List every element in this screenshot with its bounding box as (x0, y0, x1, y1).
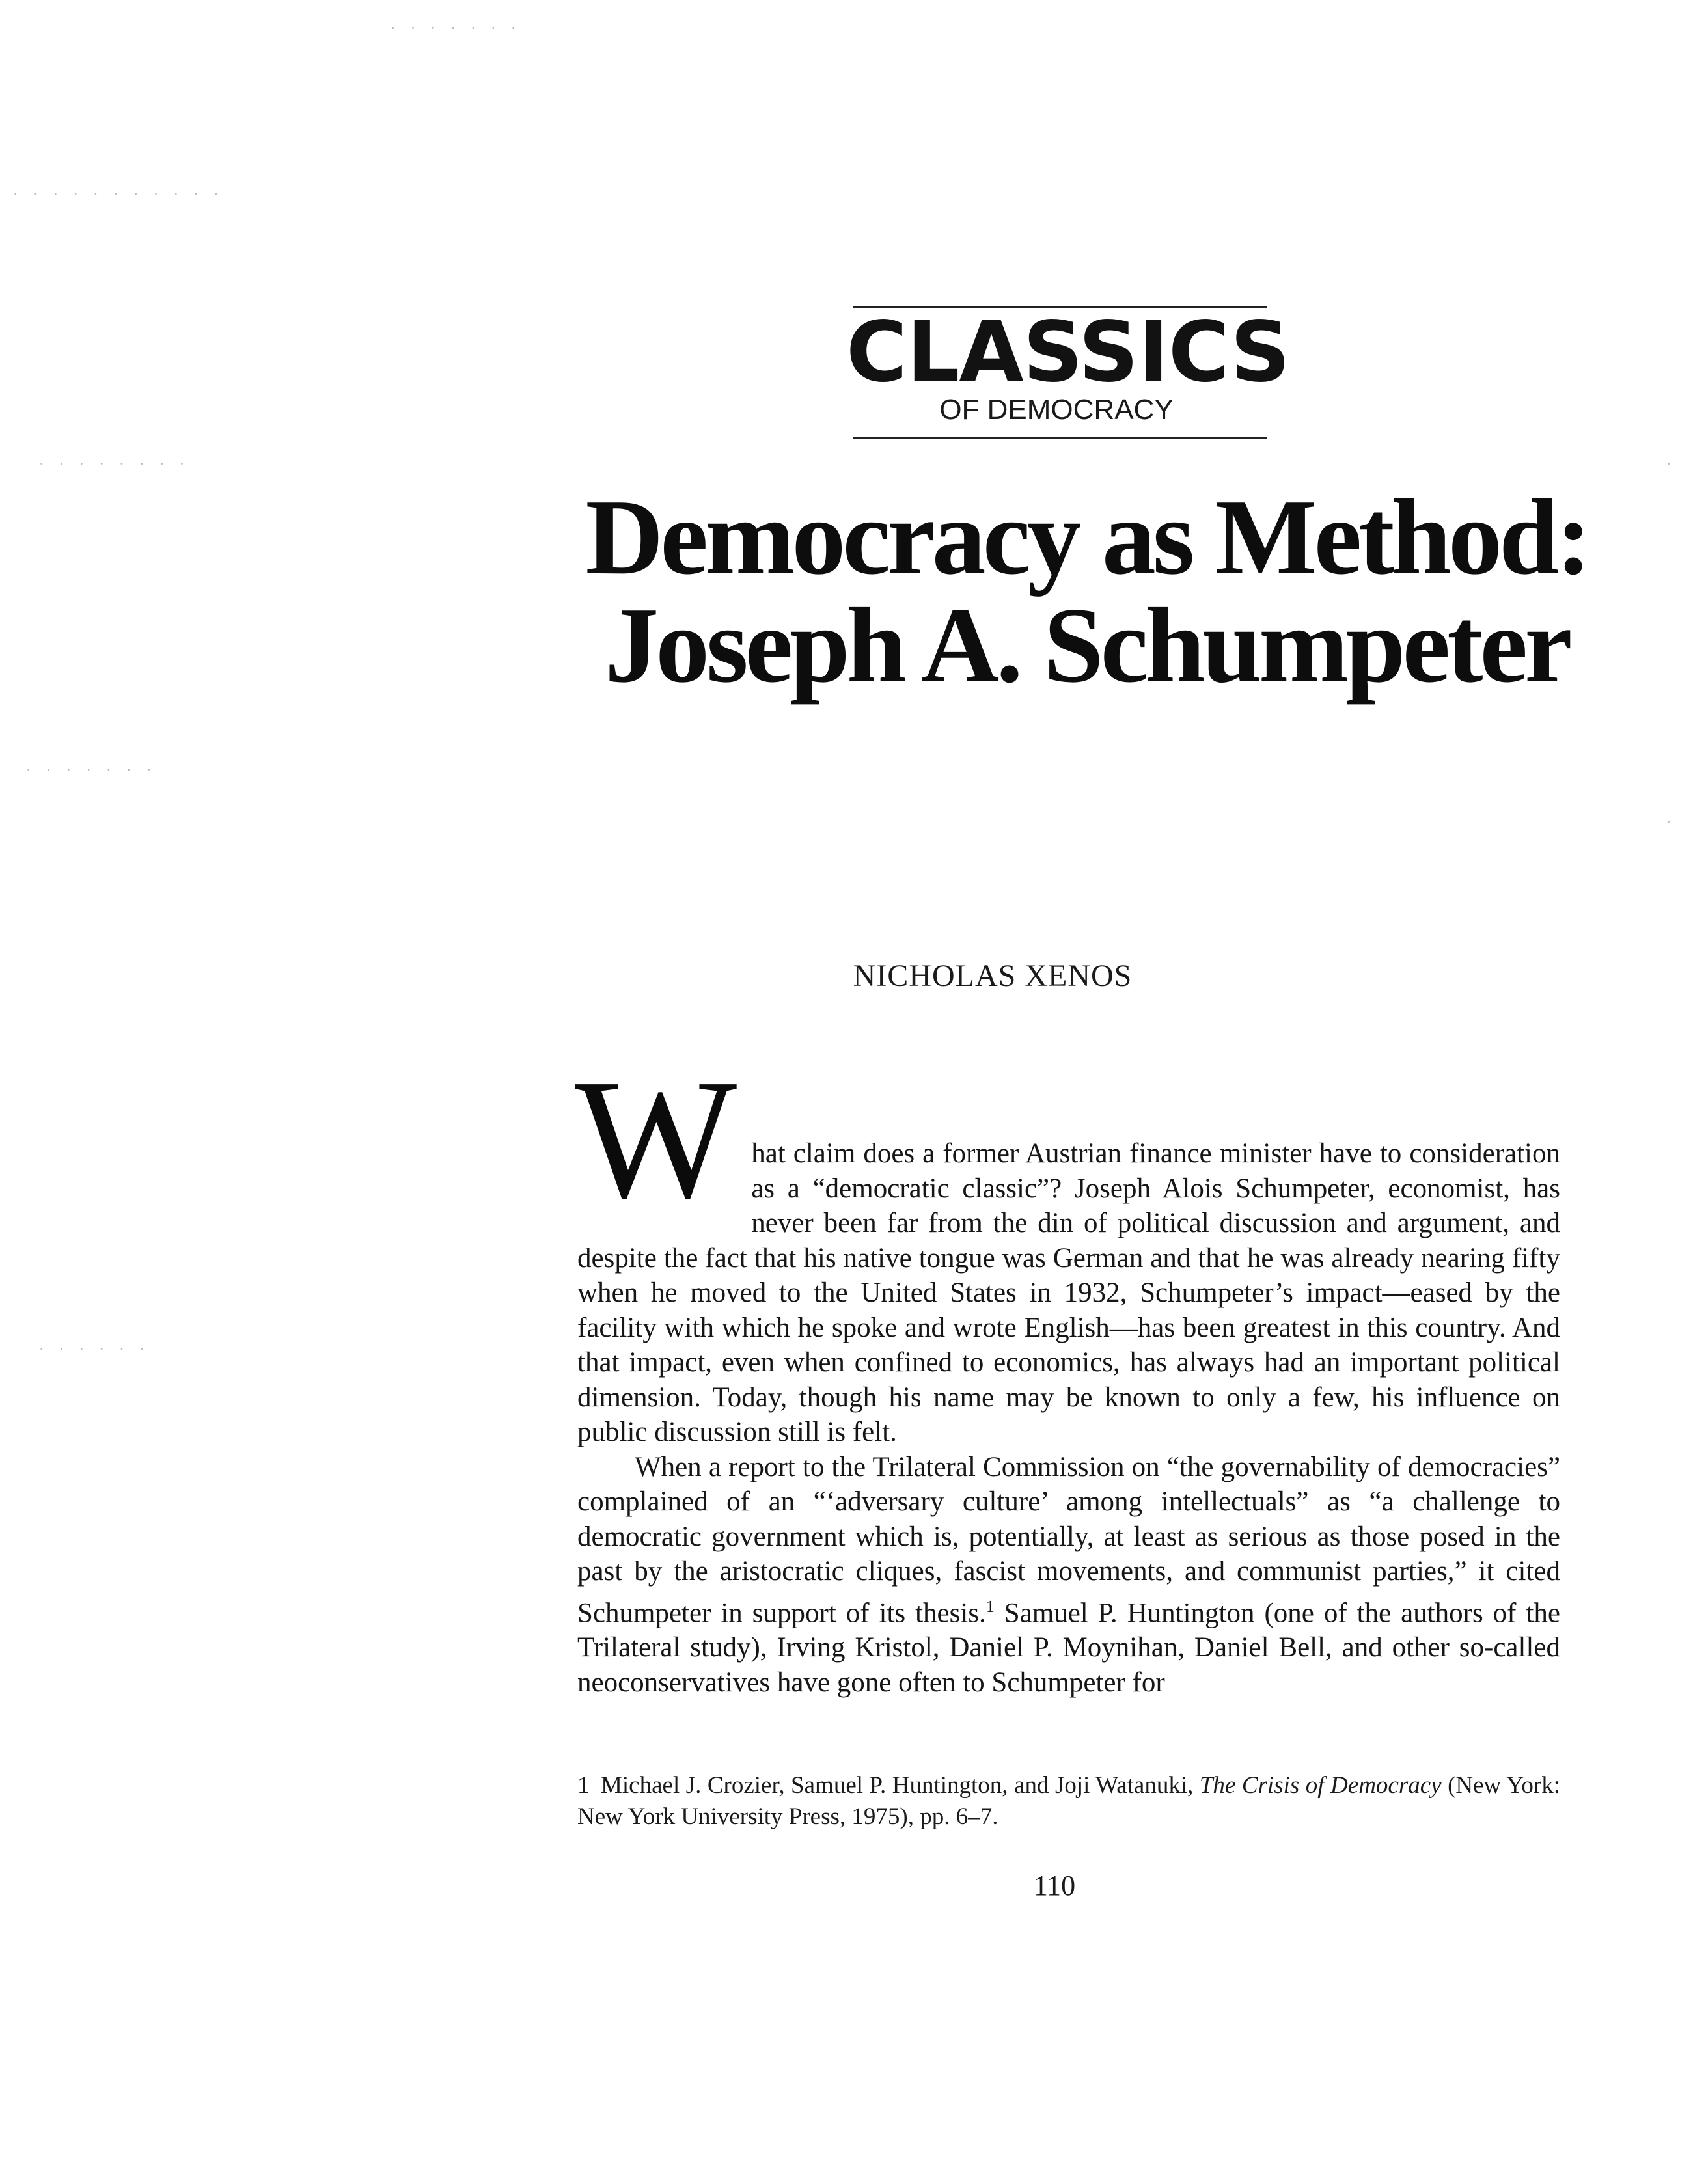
article-body (575, 1044, 1560, 1700)
page-number: 110 (1033, 1870, 1076, 1902)
footnote-publication: (New York: New York University Press, 1975), pp. 6–7. (577, 1772, 1560, 1830)
paragraph-2-tail: Samuel P. Huntington (one of the authors of the Trilateral study), Irving Kristol, Daniel P. Moynihan, Daniel Bell, and other so-called neoconservatives have gone often to Schumpeter for (577, 1597, 1560, 1698)
footnote-reference: 1 (985, 1596, 995, 1616)
footnote-number: 1 (577, 1772, 590, 1799)
series-title: CLASSICS (846, 304, 1290, 401)
author-byline: NICHOLAS XENOS (853, 959, 1133, 993)
scan-speck: · · · · · · (39, 1341, 150, 1357)
header-bottom-rule (853, 437, 1267, 439)
scan-speck: · · · · · · · · · · · (13, 185, 225, 202)
scan-speck: · · · · · · · (26, 761, 158, 778)
scan-speck: · (1666, 813, 1677, 830)
paragraph-2-text: When a report to the Trilateral Commission on “the governability of democracies” complained of an “‘adversary culture’ among intellectuals” as “a challenge to democratic government which is, potentially, at least as serious as those posed in the past by the aristocratic cliques, fascist movements, and communist parties,” it cited Schumpeter in support of its thesis. (577, 1451, 1560, 1628)
footnote-authors: Michael J. Crozier, Samuel P. Huntington, and Joji Watanuki, (601, 1772, 1200, 1799)
paragraph-1 (575, 1044, 1560, 1450)
drop-cap: W (575, 1044, 737, 1235)
scan-speck: · (1666, 456, 1677, 472)
footnote-book-title: The Crisis of Democracy (1199, 1772, 1442, 1799)
scan-speck: · · · · · · · (391, 20, 522, 36)
article-title-line1: Democracy as Method: (585, 477, 1589, 597)
article-title-line2: Joseph A. Schumpeter (605, 585, 1569, 705)
series-subtitle: OF DEMOCRACY (939, 394, 1174, 426)
footnote (577, 1770, 1560, 1833)
article-title (573, 477, 1601, 705)
paragraph-2 (577, 1450, 1560, 1700)
paragraph-1-text: hat claim does a former Austrian finance minister have to consideration as a “democratic classic”? Joseph Alois Schumpeter, economist, has never been far from the din of political discussion and argument, and despite the fact that his native tongue was German and that he was already nearing fifty when he moved to the United States in 1932, Schumpeter’s impact—eased by the facility with which he spoke and wrote English—has been greatest in this country. And that impact, even when confined to economics, has always had an important political dimension. Today, though his name may be known to only a few, his influence on public discussion still is felt. (577, 1138, 1560, 1447)
scan-speck: · · · · · · · · (39, 456, 191, 472)
